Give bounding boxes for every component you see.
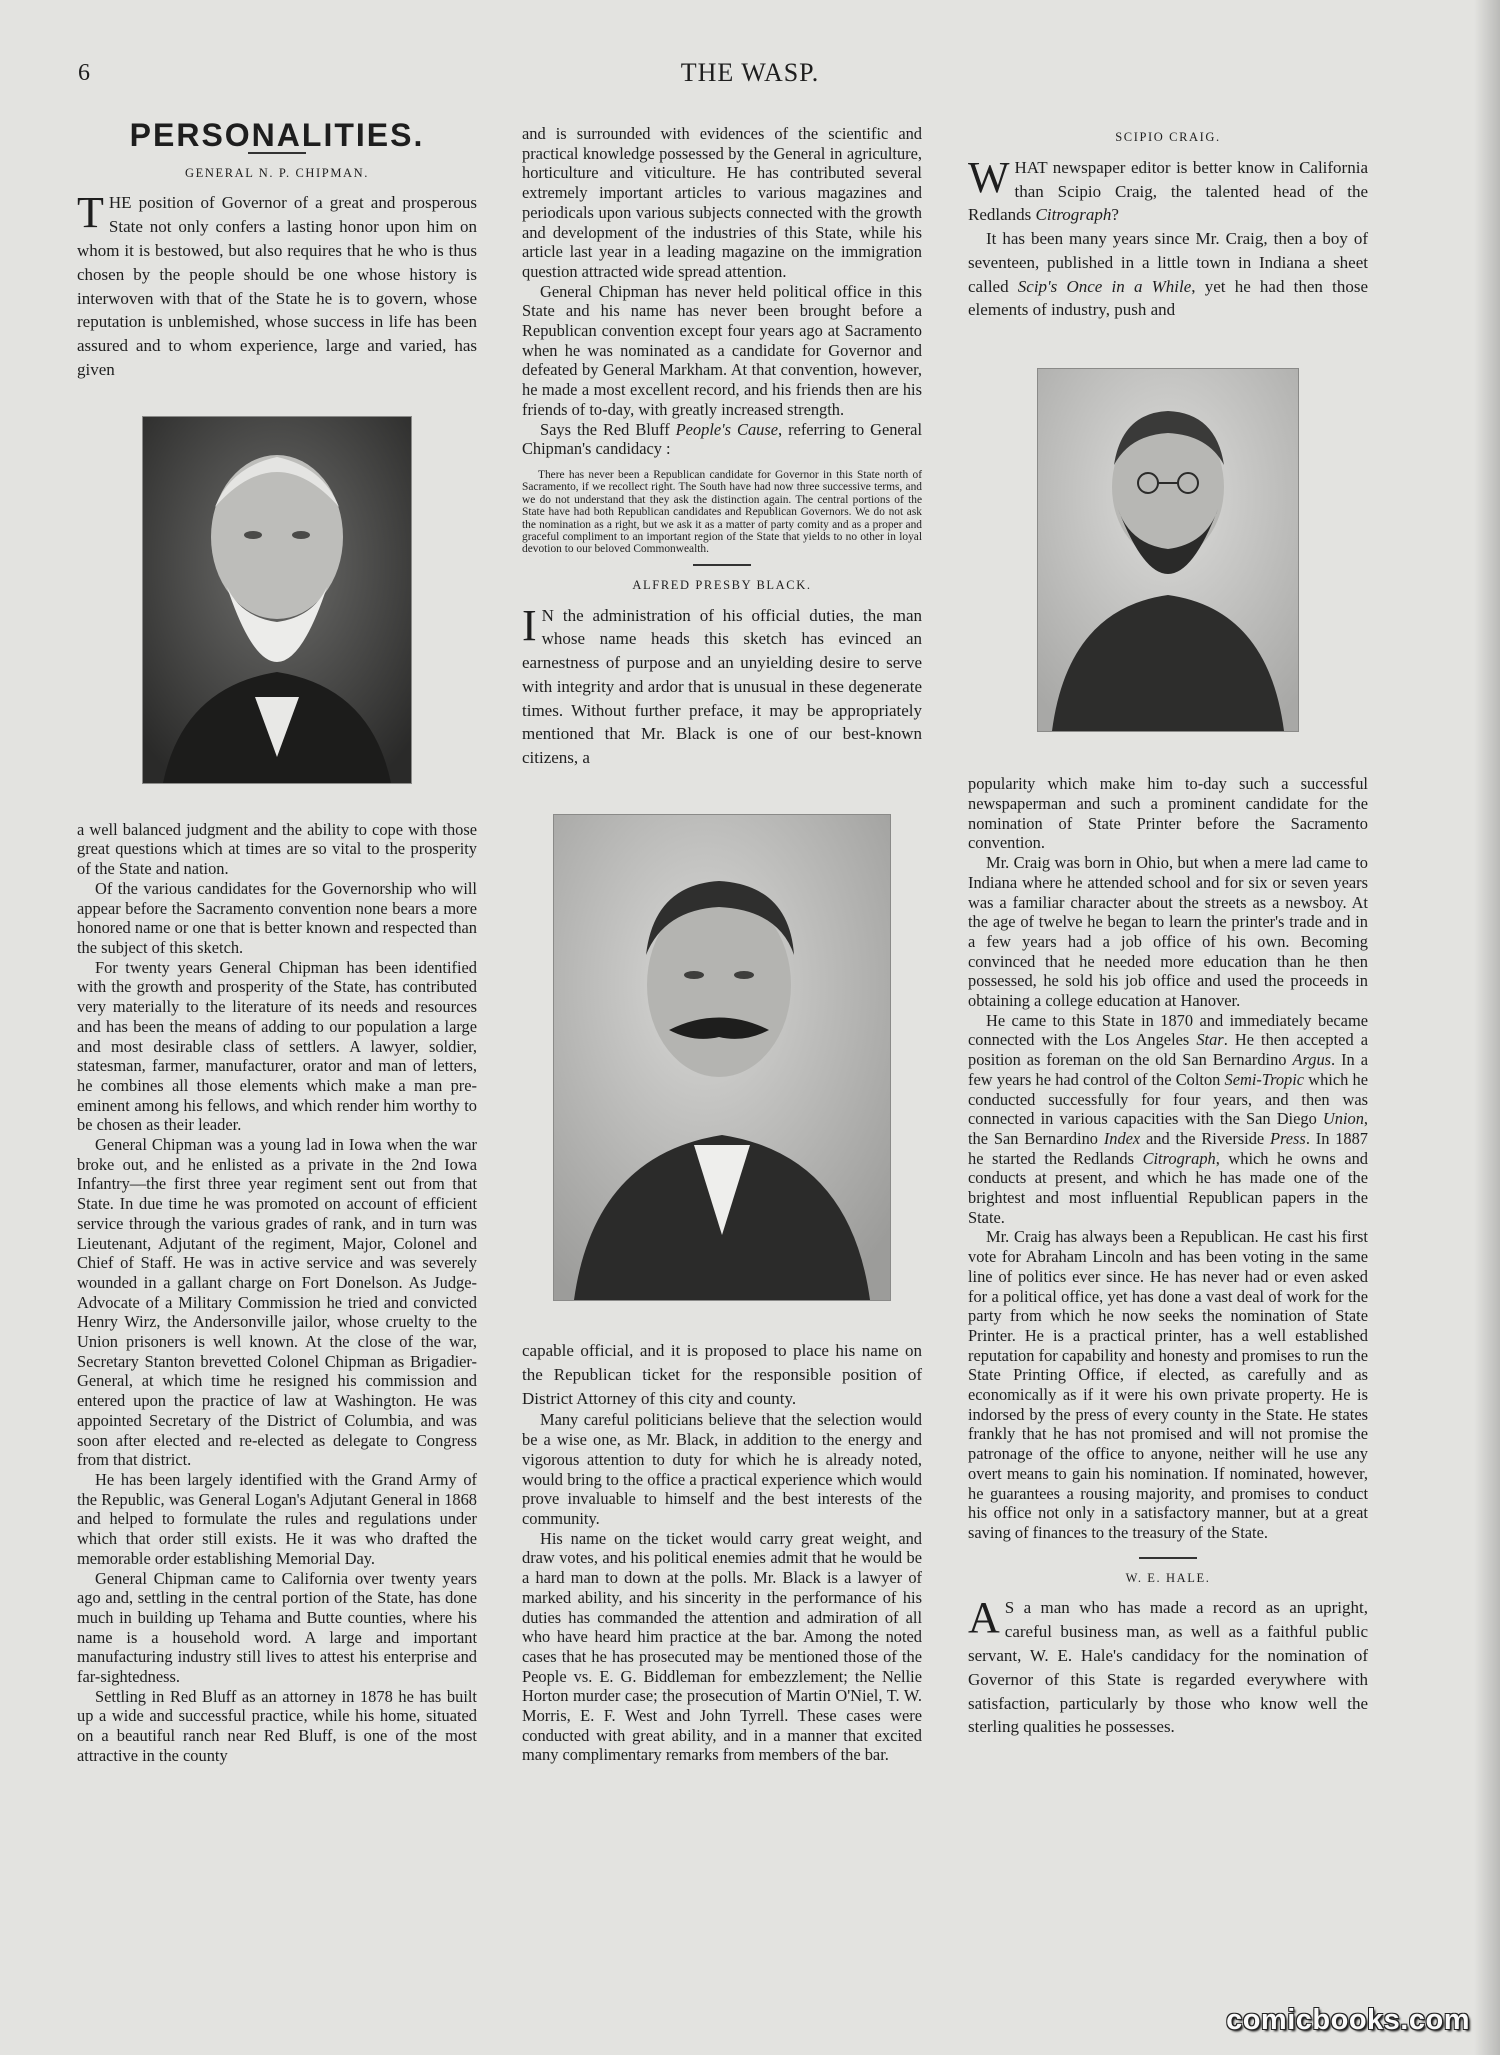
quoted-passage: There has never been a Republican candidate for Governor in this State north of Sacramento, if we recollect right. The South have had now three successive terms, and we do not understand that they ask the distinction again. The central portions of the State have had both Republican candidates and Republican Governors. We do not ask the nomination as a right, but we ask it as a matter of party comity and as a proper and graceful compliment to an important region of the State that yields to no other in loyal devotion to our beloved Commonwealth.: [522, 468, 922, 556]
section-heading-black: ALFRED PRESBY BLACK.: [632, 577, 812, 592]
chipman-p5: He has been largely identified with the Grand Army of the Republic, was General Logan's Adjutant General in 1868 and helped to formulate the rules and regulations under which that order still exists. He it was who drafted the memorable order establishing Memorial Day.: [77, 1469, 477, 1568]
black-p2: Many careful politicians believe that the selection would be a wise one, as Mr. Black, in addition to the energy and vigorous attention to duty for which he is already noted, would bring to the office a practical experience which would prove invaluable to himself and the best interests of the community.: [522, 1410, 922, 1528]
chipman-p8: and is surrounded with evidences of the scientific and practical knowledge possessed by the General in agriculture, horticulture and viticulture. He has contributed several extremely important articles to various magazines and periodicals upon various subjects connected with the growth and development of the industries of this State, while his article last year in a leading magazine on the immigration question attracted wide spread attention.: [522, 124, 922, 281]
dropcap: W: [968, 152, 1010, 202]
text-run: and the Riverside: [1140, 1128, 1270, 1148]
page-fold-shadow: [1474, 0, 1500, 2055]
portrait-black: [553, 814, 891, 1301]
chipman-intro-text: HE position of Governor of a great and prosperous State not only confers a lasting honor upon him on whom it is bestowed, but also requires that he who is thus chosen by the people should be one whose history is interwoven with that of the State he is to govern, whose reputation is unblemished, whose success in life has been assured and to whom experience, large and varied, has given: [77, 193, 477, 379]
chipman-p4: General Chipman was a young lad in Iowa when the war broke out, and he enlisted as a private in the 2nd Iowa Infantry—the first three year regiment sent out from that State. In due time he was promoted on account of efficient service through the various grades of rank, and in turn was Lieutenant, Adjutant of the regiment, Major, Colonel and Chief of Staff. He was in active service and was severely wounded in a gallant charge on Fort Donelson. As Judge-Advocate of a Military Commission he tried and convicted Henry Wirz, the Andersonville jailor, whose cruelty to the Union prisoners is well known. At the close of the war, Secretary Stanton brevetted Colonel Chipman as Brigadier-General, at which time he resigned his commission and entered upon the practice of law at Washington. He was appointed Secretary of the District of Columbia, and was soon after elected and re-elected as delegate to Congress from that district.: [77, 1135, 477, 1470]
chipman-p7: Settling in Red Bluff as an attorney in 1878 he has built up a wide and successful practice, while his home, situated on a beautiful ranch near Red Bluff, is one of the most attractive in the county: [77, 1686, 477, 1765]
craig-intro: [968, 152, 1368, 227]
text-run: . In 1887 he started the Redlands: [968, 1128, 1368, 1168]
text-run: , referring to General Chipman's candidacy :: [522, 419, 922, 459]
dropcap: T: [77, 188, 104, 238]
craig-p2: popularity which make him to-day such a successful newspaperman and such a prominent candidate for the nomination of State Printer before the Sacramento convention.: [968, 774, 1368, 853]
hale-intro-text: S a man who has made a record as an upright, careful business man, as well as a faithful public servant, W. E. Hale's candidacy for the nomination of Governor of this State is regarded everywhere with satisfaction, particularly by those who know well the sterling qualities he possesses.: [968, 1598, 1368, 1737]
column-middle: [522, 124, 922, 1765]
page-number: 6: [78, 60, 90, 86]
black-p3: His name on the ticket would carry great weight, and draw votes, and his political enemies admit that he would be a hard man to down at the polls. Mr. Black is a lawyer of marked ability, and his sincerity in the performance of his duties has commanded the attention and admiration of all who have heard him practice at the bar. Among the noted cases that he has prosecuted may be mentioned those of the People vs. E. G. Biddleman for embezzlement; the Nellie Horton murder case; the prosecution of Martin O'Niel, T. W. Morris, E. F. West and John Tyrrell. These cases were conducted with great ability, and in a manner that excited many complimentary remarks from members of the bar.: [522, 1528, 922, 1765]
craig-p5: Mr. Craig has always been a Republican. He cast his first vote for Abraham Lincoln and has been voting in the same line of politics ever since. He has never had or even asked for a political office, yet has done a vast deal of work for the party from which he now seeks the nomination of State Printer. He is a practical printer, has a well established reputation for capability and honesty and promises to run the State Printing Office, if elected, as carefully and as economically as if it were his own private property. He is indorsed by the press of every county in the State. He states frankly that he has not promised and will not promise the patronage of the office to anyone, neither will he use any overt means to gain his nomination. If nominated, however, he guarantees a rousing majority, and promises to conduct his office not only in a satisfactory manner, but at a great saving of finances to the treasury of the State.: [968, 1227, 1368, 1542]
section-rule: [1139, 1557, 1197, 1559]
dropcap: I: [522, 600, 537, 650]
section-rule: [693, 564, 751, 566]
portrait-engraving-icon: [1038, 369, 1298, 731]
publication-name: Scip's Once in a While: [1017, 276, 1192, 296]
portrait-engraving-icon: [143, 417, 411, 783]
section-heading-craig: SCIPIO CRAIG.: [1115, 130, 1221, 144]
text-run: which he conducted successfully for four years, and then was connected in various capacities with the San Diego: [968, 1069, 1368, 1129]
chipman-p2: Of the various candidates for the Governorship who will appear before the Sacramento convention none bears a more honored name or one that is better known and respected than the subject of this sketch.: [77, 878, 477, 957]
text-run: . In a few years he had control of the Colton: [968, 1050, 1368, 1089]
section-heading-chipman: GENERAL N. P. CHIPMAN.: [184, 165, 370, 180]
text-run: . He then accepted a position as foreman on the old San Bernardino: [968, 1030, 1368, 1070]
watermark: comicbooks.com: [1226, 2004, 1470, 2036]
chipman-p6: General Chipman came to California over twenty years ago and, settling in the central portion of the State, has done much in building up Tehama and Butte counties, where his name is a household word. A large and important manufacturing industry still lives to attest his enterprise and far-sightedness.: [77, 1568, 477, 1687]
chipman-p10: [522, 420, 922, 459]
column-right: [968, 124, 1368, 1739]
chipman-p9: General Chipman has never held political office in this State and his name has never been brought before a Republican convention except four years ago at Sacramento when he was nominated as a candidate for Governor and defeated by General Markham. At that convention, however, he made a most excellent record, and his friends then are his friends of to-day, with greatly increased strength.: [522, 281, 922, 419]
black-intro-text: N the administration of his official duties, the man whose name heads this sketch has evinced an earnestness of purpose and an unyielding desire to serve with integrity and ardor that is unusual in these degenerate times. Without further preface, it may be appropriately mentioned that Mr. Black is one of our best-known citizens, a: [522, 605, 922, 768]
black-intro: [522, 600, 922, 771]
craig-p4: [968, 1011, 1368, 1228]
publication-name: Star: [1196, 1030, 1224, 1050]
main-title: PERSONALITIES.: [129, 117, 425, 153]
text-run: HAT newspaper editor is better know in California than Scipio Craig, the talented head of the Redlands: [968, 157, 1368, 225]
text-run: He came to this State in 1870 and immediately became connected with the Los Angeles: [968, 1010, 1368, 1050]
publication-name: Index: [1103, 1128, 1141, 1148]
text-run: Says the Red Bluff: [540, 419, 676, 439]
hale-intro: [968, 1593, 1368, 1739]
chipman-p1: a well balanced judgment and the ability to cope with those great questions which at times are so vital to the prosperity of the State and nation.: [77, 819, 477, 879]
publication-name: People's Cause: [675, 419, 778, 439]
craig-p1: [968, 227, 1368, 322]
portrait-engraving-icon: [554, 815, 890, 1300]
publication-name: Argus: [1292, 1050, 1332, 1070]
craig-p3: Mr. Craig was born in Ohio, but when a mere lad came to Indiana where he attended school and for six or seven years was a familiar character about the streets as a newsboy. At the age of twelve he began to learn the printer's trade and in a few years had a job office of his own. Becoming convinced that he needed more education than he then possessed, he sold his job office and used the proceeds in obtaining a college education at Hanover.: [968, 853, 1368, 1011]
black-p1: capable official, and it is proposed to place his name on the Republican ticket for the responsible position of District Attorney of this city and county.: [522, 1341, 922, 1408]
text-run: , the San Bernardino: [968, 1109, 1368, 1148]
column-left: [77, 117, 477, 1766]
chipman-p3: For twenty years General Chipman has been identified with the growth and prosperity of the State, has contributed very materially to the literature of its needs and resources and has been the means of adding to our population a large and most desirable class of settlers. A lawyer, soldier, statesman, farmer, manufacturer, orator and man of letters, he combines all those elements which make a man pre-eminent among his fellows, and which render him worthy to be chosen as their leader.: [77, 957, 477, 1135]
text-run: , which he owns and conducts at present, and which he has made one of the brightest and most influential Republican papers in the State.: [968, 1148, 1368, 1227]
portrait-chipman: [142, 416, 412, 784]
publication-name: Semi-Tropic: [1224, 1069, 1305, 1089]
portrait-craig: [1037, 368, 1299, 732]
publication-name: Union: [1322, 1109, 1364, 1129]
publication-name: Citrograph: [1142, 1148, 1216, 1168]
text-run: ?: [1111, 205, 1119, 225]
chipman-intro: [77, 188, 477, 381]
publication-name: Press: [1270, 1128, 1306, 1148]
dropcap: A: [968, 1593, 1000, 1643]
publication-name: Citrograph: [1035, 205, 1112, 225]
text-run: , yet he had then those elements of industry, push and: [968, 276, 1368, 320]
running-head: THE WASP.: [680, 58, 820, 87]
section-heading-hale: W. E. HALE.: [1125, 1570, 1211, 1585]
text-run: It has been many years since Mr. Craig, then a boy of seventeen, published in a little town in Indiana a sheet called: [968, 229, 1368, 296]
